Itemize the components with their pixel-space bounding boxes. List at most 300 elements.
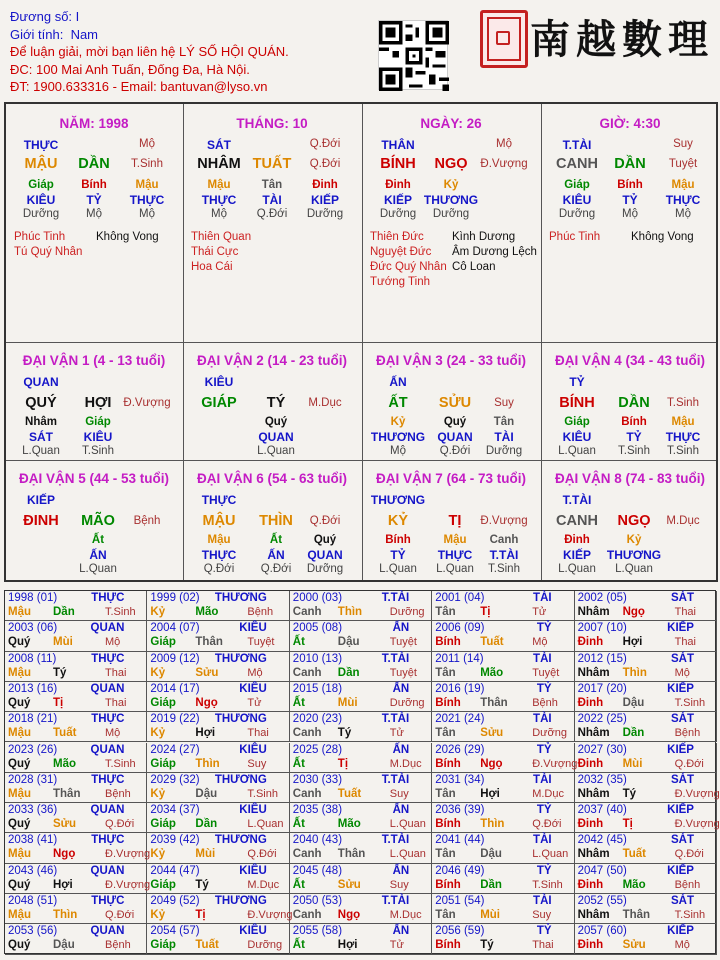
qr-code-icon [378,20,448,90]
year-god: KIẾP [667,804,694,817]
dai-van-title: ĐẠI VẬN 6 (54 - 63 tuổi) [196,471,348,486]
year-phase: Bệnh [105,939,131,952]
year-cell [290,894,432,924]
year-stem: Đinh [577,757,604,770]
year-cell [432,712,574,742]
year-cell [5,894,147,924]
hidden-stem: Ất [91,534,105,546]
year-branch: Thân [53,787,81,800]
year-label: 2036 (39) [435,804,485,817]
year-stem: Giáp [150,636,176,649]
year-stem: Ất [292,636,305,649]
pillar-ten-god: T.TÀI [562,138,592,152]
dai-van-title: ĐẠI VẬN 5 (44 - 53 tuổi) [18,471,170,486]
year-phase: Dưỡng [389,696,425,709]
year-stem: Bính [435,818,461,831]
pillar-god-phase: Suy [673,138,693,150]
hidden-god: SÁT [29,430,53,444]
year-stem: Đinh [577,939,604,952]
year-stem: Kỷ [150,666,166,679]
year-label: 2012 (15) [577,652,627,665]
year-label: 2040 (43) [292,834,343,847]
dai-van-phase: M.Dục [308,397,342,409]
hidden-phase: Mộ [622,208,638,220]
year-cell [290,591,432,621]
year-stem: Nhâm [577,848,610,861]
dai-van-god: TỶ [569,375,585,389]
year-branch: Mùi [622,757,643,770]
year-god: ẤN [392,804,410,817]
year-stem: Đinh [577,818,604,831]
pillar-branch: NGỌ [434,156,468,172]
dai-van-stem: KỶ [387,513,409,529]
year-phase: Đ.Vượng [532,757,578,770]
hidden-phase: Mộ [139,208,155,220]
pillar-branch: DẦN [614,156,646,172]
hidden-stem: Đinh [312,179,338,191]
year-branch: Sửu [480,727,504,740]
dai-van-6 [183,461,361,582]
dai-van-title: ĐẠI VẬN 2 (14 - 23 tuổi) [196,353,348,368]
hidden-phase: L.Quan [379,563,417,575]
year-phase: Tử [389,727,404,740]
year-cell [5,621,147,651]
year-stem: Giáp [150,757,176,770]
year-label: 2028 (31) [8,773,58,786]
year-god: QUAN [90,864,125,877]
year-branch: Mão [622,878,646,891]
year-stem: Quý [8,878,31,891]
chart-grid [4,102,718,582]
hidden-god: QUAN [307,548,343,562]
year-branch: Hợi [337,939,358,952]
year-god: THỰC [91,834,125,847]
year-phase: Mộ [674,939,690,952]
year-label: 2029 (32) [150,773,200,786]
hidden-phase: Dưỡng [558,208,596,220]
year-cell [5,712,147,742]
dai-van-stem: BÍNH [559,395,595,411]
stars-left [14,230,82,260]
year-stem: Quý [8,696,31,709]
year-cell [290,682,432,712]
year-branch: Tuất [622,848,647,861]
year-stem: Mậu [8,727,31,740]
year-label: 2006 (09) [435,622,485,635]
year-god: SÁT [670,592,694,604]
year-label: 2056 (59) [435,925,485,938]
pillar-phase: Tuyệt [668,158,698,170]
year-cell [575,591,717,621]
year-phase: Tuyệt [247,636,275,649]
year-phase: T.Sinh [247,787,278,800]
year-stem: Kỷ [150,848,166,861]
year-label: 2017 (20) [577,682,627,695]
year-god: TÀI [533,713,552,726]
year-label: 2022 (25) [577,713,627,726]
hidden-phase: Dưỡng [379,208,417,220]
gender-value: Nam [70,26,99,42]
dai-van-phase: T.Sinh [667,397,699,409]
pillar-4 [541,104,719,342]
dai-van-title: ĐẠI VẬN 1 (4 - 13 tuổi) [22,353,166,368]
hidden-stem: Tân [261,179,283,191]
year-phase: Suy [247,757,267,770]
year-label: 2011 (14) [435,652,484,665]
hidden-phase: Q.Đới [260,563,292,575]
year-god: TÀI [533,834,552,847]
year-label: 2057 (60) [577,925,627,938]
dai-van-1 [6,343,182,460]
year-label: 2051 (54) [435,895,485,907]
hidden-god: THỰC [201,548,237,562]
year-label: 2053 (56) [8,925,58,938]
year-label: 2027 (30) [577,743,627,756]
year-stem: Tân [435,666,456,679]
year-phase: L.Quan [389,848,426,861]
hidden-god: QUAN [258,430,294,444]
year-label: 2035 (38) [292,804,343,817]
year-stem: Ất [292,757,305,770]
year-label: 2038 (41) [8,834,58,847]
year-cell [575,652,717,682]
year-phase: Suy [389,787,409,800]
dai-van-stem: ẤT [388,395,408,411]
year-label: 2030 (33) [292,773,343,786]
year-branch: Tị [337,757,349,770]
year-branch: Thân [480,696,508,709]
year-cell [575,773,720,803]
dai-van-phase: Đ.Vượng [123,397,171,409]
pillar-branch: TUẤT [252,156,292,172]
year-cell [575,833,717,863]
hidden-god: THỰC [201,193,237,207]
hidden-phase: Dưỡng [306,208,344,220]
year-branch: Dần [337,666,360,679]
contact-note: Để luận giải, mời bạn liên hệ LÝ SỐ HỘI QUÁN. [10,44,289,59]
phone-email: ĐT: 1900.633316 - Email: bantuvan@lyso.vn [10,79,268,94]
year-cell [147,924,289,954]
hidden-stem: Quý [313,534,337,546]
stars-left [370,230,447,290]
year-god: TÀI [533,895,552,907]
dai-van-phase: Q.Đới [309,515,341,527]
year-stem: Mậu [8,909,31,921]
year-god: ẤN [392,743,410,756]
year-phase: Tuyệt [389,636,417,649]
dai-van-phase: M.Dục [666,515,700,527]
year-phase: Mộ [247,666,263,679]
dai-van-branch: NGỌ [617,513,651,529]
stars-right [96,230,159,245]
year-god: KIẾP [667,864,694,877]
year-god: THỰC [91,592,125,604]
hidden-phase: Dưỡng [22,208,60,220]
year-phase: Tử [389,939,404,952]
year-label: 2018 (21) [8,713,58,726]
dai-van-branch: HỢI [84,395,112,411]
star-item: Hoa Cái [191,261,233,273]
year-god: TỶ [536,682,552,695]
year-phase: Thai [105,666,127,679]
year-phase: Đ.Vượng [247,909,293,921]
hidden-stem: Bính [621,416,647,428]
year-label: 2046 (49) [435,864,485,877]
star-item: Phúc Tinh [549,231,601,243]
year-cell [290,924,432,954]
year-god: QUAN [90,804,125,817]
year-stem: Đinh [577,696,604,709]
hidden-phase: Q.Đới [203,563,235,575]
year-phase: Q.Đới [674,757,704,770]
year-branch: Hợi [622,636,643,649]
hidden-god: TÀI [262,193,282,207]
year-phase: Thai [532,939,554,952]
pillar-title: GIỜ: 4:30 [599,116,661,131]
year-cell [575,712,717,742]
hidden-stem: Mậu [135,179,159,191]
pillar-2 [183,104,361,342]
year-god: TỶ [536,743,552,756]
year-phase: M.Dục [389,757,422,770]
year-god: ẤN [392,925,410,938]
year-cell [432,682,574,712]
year-stem: Đinh [577,636,604,649]
year-stem: Quý [8,757,31,770]
year-phase: Q.Đới [105,818,135,831]
year-table [4,590,720,954]
year-branch: Thìn [195,757,220,770]
pillar-ten-god: THÂN [381,138,415,152]
year-god: KIẾP [667,682,694,695]
dai-van-stem: GIÁP [201,395,237,411]
year-label: 2031 (34) [435,773,485,786]
year-stem: Giáp [150,939,176,952]
hidden-god: KIÊU [83,430,113,444]
year-god: THƯƠNG [214,834,267,847]
year-label: 2019 (22) [150,713,200,726]
year-god: KIẾP [667,743,694,756]
year-god: KIẾP [667,925,694,938]
stars-right [631,230,694,245]
year-branch: Dậu [337,636,360,649]
year-label: 2049 (52) [150,895,200,907]
year-god: T.TÀI [381,834,410,847]
year-cell [5,833,151,863]
year-stem: Bính [435,878,461,891]
year-branch: Mão [337,818,361,831]
year-cell [5,652,147,682]
star-item: Thiên Đức [370,231,424,243]
year-phase: Mộ [532,636,548,649]
year-stem: Quý [8,818,31,831]
hidden-god: ẤN [89,548,107,562]
year-label: 2034 (37) [150,804,200,817]
year-branch: Tị [195,909,206,921]
year-label: 2003 (06) [8,622,58,635]
star-item: Âm Dương Lệch [452,246,537,258]
year-label: 2023 (26) [8,743,58,756]
year-branch: Ngọ [622,606,645,618]
year-cell [432,924,574,954]
year-cell [432,591,574,621]
year-phase: Thai [674,606,696,618]
year-label: 2020 (23) [292,713,343,726]
year-phase: Đ.Vượng [105,878,151,891]
year-branch: Ngọ [337,909,361,921]
year-phase: L.Quan [247,818,284,831]
year-branch: Sửu [195,666,219,679]
year-label: 2014 (17) [150,682,200,695]
year-cell [5,682,147,712]
year-god: QUAN [90,925,125,938]
star-item: Tướng Tinh [370,276,430,288]
year-god: THỰC [91,652,125,665]
year-cell [432,621,574,651]
dai-van-branch: MÃO [81,513,115,529]
year-label: 2050 (53) [292,895,343,907]
year-branch: Tuất [480,636,504,649]
year-stem: Tân [435,787,456,800]
logo: 南越數理 [530,16,714,63]
year-god: SÁT [670,895,694,907]
year-god: TỶ [536,804,552,817]
year-cell [147,894,293,924]
year-god: TÀI [533,592,552,604]
year-phase: T.Sinh [105,606,136,618]
star-item: Không Vong [96,231,159,243]
dai-van-title: ĐẠI VẬN 3 (24 - 33 tuổi) [375,353,527,368]
hidden-god: KIẾP [383,193,412,207]
hidden-stem: Giáp [28,179,54,191]
hidden-phase: Dưỡng [432,208,470,220]
dai-van-branch: DẦN [618,395,650,411]
pillar-ten-god: SÁT [207,138,231,152]
year-god: THỰC [91,895,125,907]
pillar-title: THÁNG: 10 [236,116,308,131]
year-god: THỰC [91,713,125,726]
year-label: 2043 (46) [8,864,58,877]
year-cell [432,864,574,894]
hidden-god: ẤN [267,548,285,562]
year-branch: Dậu [53,939,75,952]
year-branch: Dần [195,818,218,831]
dai-van-title: ĐẠI VẬN 8 (74 - 83 tuổi) [554,471,706,486]
hidden-god: THỰC [665,193,701,207]
year-god: SÁT [670,834,694,847]
hidden-phase: Dưỡng [306,563,344,575]
year-branch: Tý [195,878,209,891]
year-phase: Suy [532,909,552,921]
year-branch: Sửu [622,939,646,952]
year-cell [575,621,717,651]
year-cell [147,621,289,651]
dai-van-god: ẤN [389,375,407,389]
dai-van-god: KIÊU [204,375,234,389]
dai-van-god: THỰC [201,493,237,507]
year-label: 2008 (11) [8,652,57,665]
year-phase: Tuyệt [532,666,560,679]
hidden-stem: Đinh [385,179,411,191]
dai-van-god: T.TÀI [562,493,592,507]
hidden-god: QUAN [437,430,473,444]
pillar-stem: BÍNH [380,156,416,172]
hidden-stem: Quý [443,416,467,428]
hidden-stem: Kỷ [390,416,406,428]
year-god: KIẾP [667,622,694,635]
year-cell [290,864,432,894]
star-item: Đức Quý Nhân [370,261,447,273]
year-god: T.TÀI [381,895,410,907]
year-branch: Mão [53,757,76,770]
year-phase: T.Sinh [105,757,136,770]
year-god: THƯƠNG [214,713,267,726]
year-phase: Dưỡng [389,606,425,618]
year-cell [432,652,574,682]
year-branch: Ngọ [195,696,218,709]
year-phase: M.Dục [247,878,280,891]
year-stem: Ất [292,696,305,709]
year-phase: Q.Đới [105,909,135,921]
year-stem: Kỷ [150,727,166,740]
year-phase: Suy [389,878,409,891]
year-cell [432,773,574,803]
year-cell [290,712,432,742]
year-branch: Dần [622,727,645,740]
hidden-god: TÀI [494,430,514,444]
hidden-phase: T.Sinh [82,445,114,457]
star-item: Tú Quý Nhân [14,246,83,258]
year-cell [147,591,289,621]
year-label: 2047 (50) [577,864,627,877]
dai-van-stem: CANH [556,513,598,529]
year-branch: Thìn [337,606,363,618]
star-item: Không Vong [631,231,694,243]
year-label: 2010 (13) [292,652,343,665]
hidden-god: KIẾP [310,193,339,207]
star-item: Thiên Quan [191,231,252,243]
year-cell [575,743,717,773]
hidden-phase: Dưỡng [485,445,523,457]
hidden-stem: Mậu [443,534,467,546]
year-cell [147,833,289,863]
year-stem: Ất [292,878,305,891]
year-cell [575,682,717,712]
year-cell [5,864,151,894]
year-god: KIÊU [239,743,267,756]
year-phase: Đ.Vượng [105,848,151,861]
year-stem: Canh [292,727,322,740]
hidden-phase: L.Quan [558,445,596,457]
year-branch: Mão [480,666,504,679]
pillar-ten-god: THỰC [23,138,59,152]
year-god: ẤN [392,622,410,635]
hidden-phase: T.Sinh [667,445,699,457]
year-cell [290,743,432,773]
hidden-phase: L.Quan [558,563,596,575]
year-stem: Giáp [150,696,176,709]
year-stem: Kỷ [150,606,166,618]
owner-label: Đương số: [10,9,73,24]
dai-van-2 [183,343,361,460]
pillar-title: NGÀY: 26 [420,116,482,131]
year-stem: Canh [292,606,322,618]
year-stem: Canh [292,666,322,679]
year-stem: Bính [435,939,461,952]
year-god: QUAN [90,743,125,756]
year-phase: Bệnh [105,787,131,800]
hidden-stem: Đinh [564,534,590,546]
